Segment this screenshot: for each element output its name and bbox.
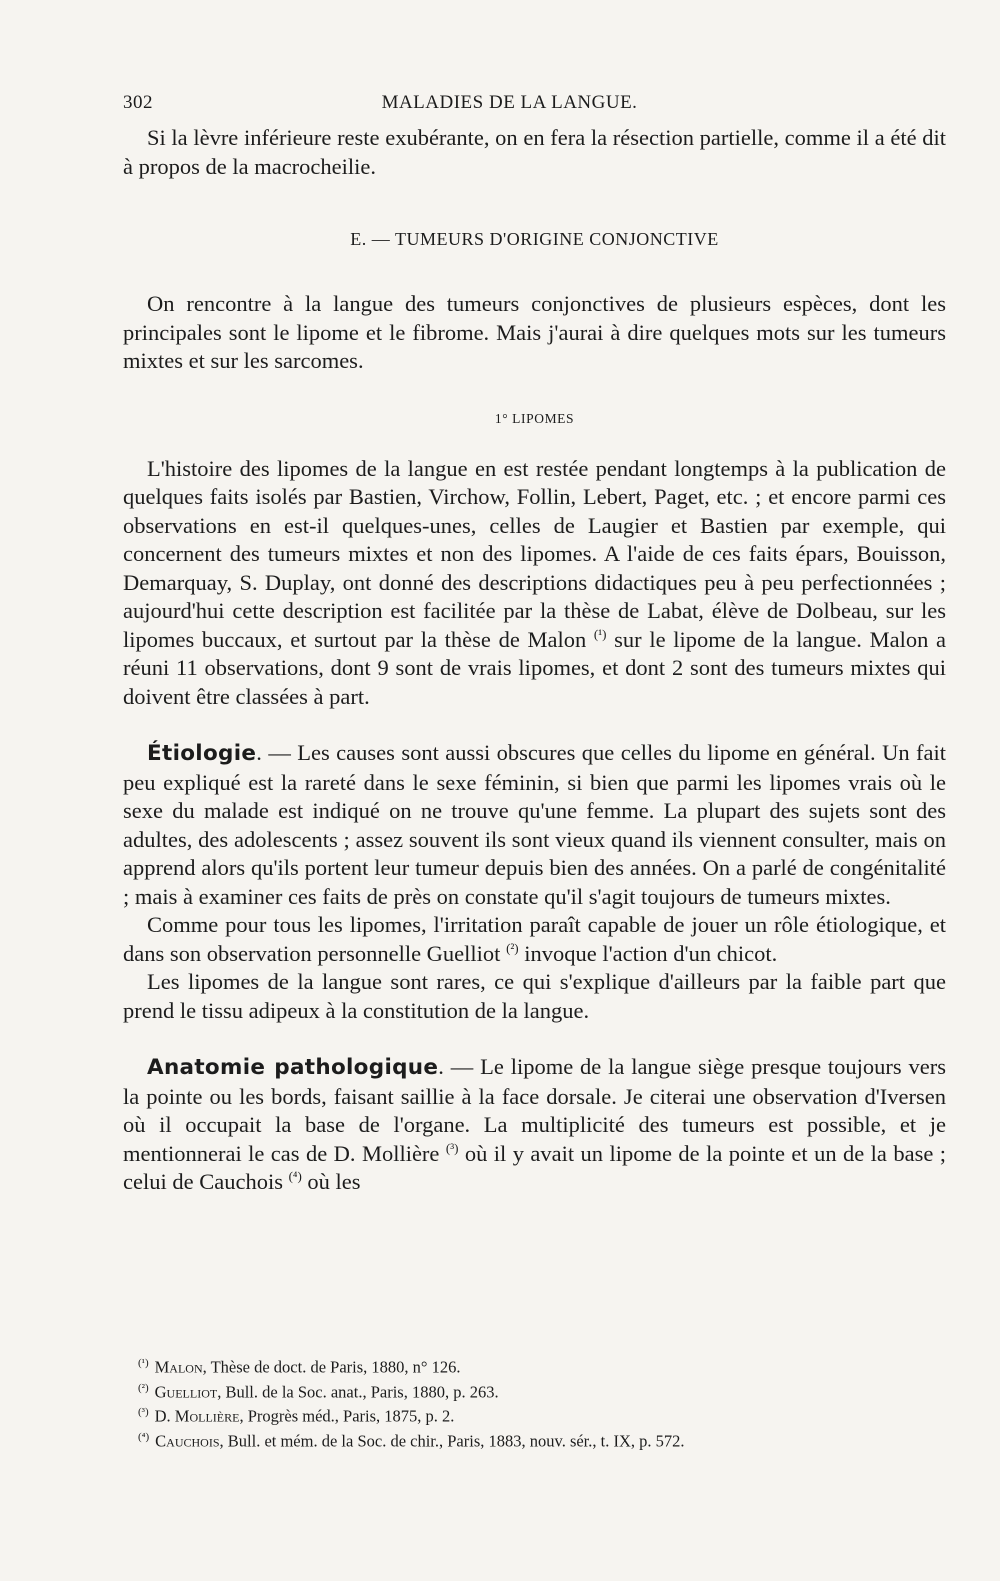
section-heading-tumeurs: E. — TUMEURS D'ORIGINE CONJONCTIVE bbox=[350, 229, 719, 249]
footnote-text: Progrès méd., Paris, 1875, p. 2. bbox=[247, 1406, 455, 1426]
paragraph-intro-tumeurs: On rencontre à la langue des tumeurs conjonctives de plusieurs espèces, dont les principales sont le lipome et le fibrome. Mais j'aurai à dire quelques mots sur les tumeurs mixtes et sur les sarcomes. bbox=[123, 291, 946, 373]
paragraph-histoire bbox=[123, 455, 946, 712]
footnote-ref-3: (³) bbox=[445, 1140, 459, 1155]
footnote-author: Cauchois, bbox=[155, 1431, 224, 1450]
footnote-ref-2: (²) bbox=[506, 940, 519, 955]
anatomie-heading: Anatomie pathologique bbox=[147, 1055, 439, 1080]
footnotes bbox=[138, 1353, 938, 1451]
footnote-4 bbox=[138, 1427, 938, 1452]
etiologie-text: . — Les causes sont aussi obscures que celles du lipome en général. Un fait peu expliqué est la rareté dans le sexe féminin, si bien que parmi les lipomes vrais où le sexe du malade est indiqué on ne trouve qu'une femme. La plupart des sujets sont des adultes, des adolescents ; assez souvent ils sont vieux quand ils viennent consulter, mais on apprend alors qu'ils portent leur tumeur depuis bien des années. On a parlé de congénitalité ; mais à examiner ces faits de près on constate qu'il s'agit toujours de tumeurs mixtes. bbox=[123, 740, 946, 909]
footnote-text: Bull. de la Soc. anat., Paris, 1880, p. 263. bbox=[225, 1382, 499, 1401]
footnote-author: Malon, bbox=[154, 1357, 207, 1377]
histoire-text-b: sur le lipome de la langue. Malon a réuni 11 observations, dont 9 sont de vrais lipomes, et dont 2 sont des tumeurs mixtes qui doivent être classées à part. bbox=[123, 626, 947, 709]
footnote-mark: (³) bbox=[138, 1406, 149, 1418]
footnote-author: Guelliot, bbox=[154, 1382, 222, 1401]
irritation-text-a: Comme pour tous les lipomes, l'irritation paraît capable de jouer un rôle étiologique, et dans son observation personnelle Guelliot bbox=[123, 912, 946, 966]
footnote-ref-1: (¹) bbox=[593, 626, 607, 641]
paragraph-irritation bbox=[123, 911, 946, 968]
footnote-1 bbox=[138, 1353, 938, 1378]
irritation-text-b: invoque l'action d'un chicot. bbox=[524, 940, 778, 966]
histoire-text-a: L'histoire des lipomes de la langue en est restée pendant longtemps à la publication de quelques faits isolés par Bastien, Virchow, Follin, Lebert, Paget, etc. ; et encore parmi ces observations en est-il quelques-unes, celles de Laugier et Bastien par exemple, qui concernent des tumeurs mixtes et non des lipomes. A l'aide de ces faits épars, Bouisson, Demarquay, S. Duplay, ont donné des descriptions didactiques peu à peu perfectionnées ; aujourd'hui cette description est facilitée par la thèse de Labat, élève de Dolbeau, sur les lipomes buccaux, et surtout par la thèse de Malon bbox=[123, 455, 946, 652]
footnote-mark: (¹) bbox=[138, 1357, 149, 1369]
paragraph-resection: Si la lèvre inférieure reste exubérante, on en fera la résection partielle, comme il a été dit à propos de la macrocheilie. bbox=[123, 125, 946, 179]
footnote-mark: (⁴) bbox=[138, 1430, 150, 1443]
paragraph-anatomie bbox=[123, 1053, 946, 1197]
running-title: MALADIES DE LA LANGUE. bbox=[381, 92, 638, 113]
anatomie-text-b: où il y avait un lipome de la pointe et un de la base ; celui de Cauchois bbox=[123, 1140, 947, 1194]
paragraph-etiologie bbox=[123, 739, 946, 911]
footnote-3 bbox=[138, 1402, 938, 1427]
paragraph-rarete: Les lipomes de la langue sont rares, ce qui s'explique d'ailleurs par la faible part que prend le tissu adipeux à la constitution de la langue. bbox=[123, 969, 946, 1023]
footnote-ref-4: (⁴) bbox=[288, 1168, 302, 1184]
anatomie-text-a: . — Le lipome de la langue siège presque toujours vers la pointe ou les bords, faisant saillie à la face dorsale. Je citerai une observation d'Iversen où il occupait la base de l'organe. La multiplicité des tumeurs est possible, et je mentionnerai le cas de D. Mollière bbox=[123, 1054, 946, 1166]
footnote-mark: (²) bbox=[138, 1381, 149, 1394]
subsection-heading-lipomes: 1° LIPOMES bbox=[494, 410, 575, 426]
footnote-text: Bull. et mém. de la Soc. de chir., Paris, 1883, nouv. sér., t. IX, p. 572. bbox=[227, 1431, 685, 1450]
footnote-author: D. Mollière, bbox=[154, 1406, 244, 1426]
footnote-text: Thèse de doct. de Paris, 1880, n° 126. bbox=[210, 1357, 461, 1377]
etiologie-heading: Étiologie bbox=[147, 741, 257, 766]
main-text bbox=[123, 92, 946, 1197]
running-header bbox=[123, 92, 946, 114]
anatomie-text-c: où les bbox=[307, 1169, 361, 1194]
footnote-2 bbox=[138, 1378, 938, 1403]
page-number: 302 bbox=[123, 92, 153, 113]
